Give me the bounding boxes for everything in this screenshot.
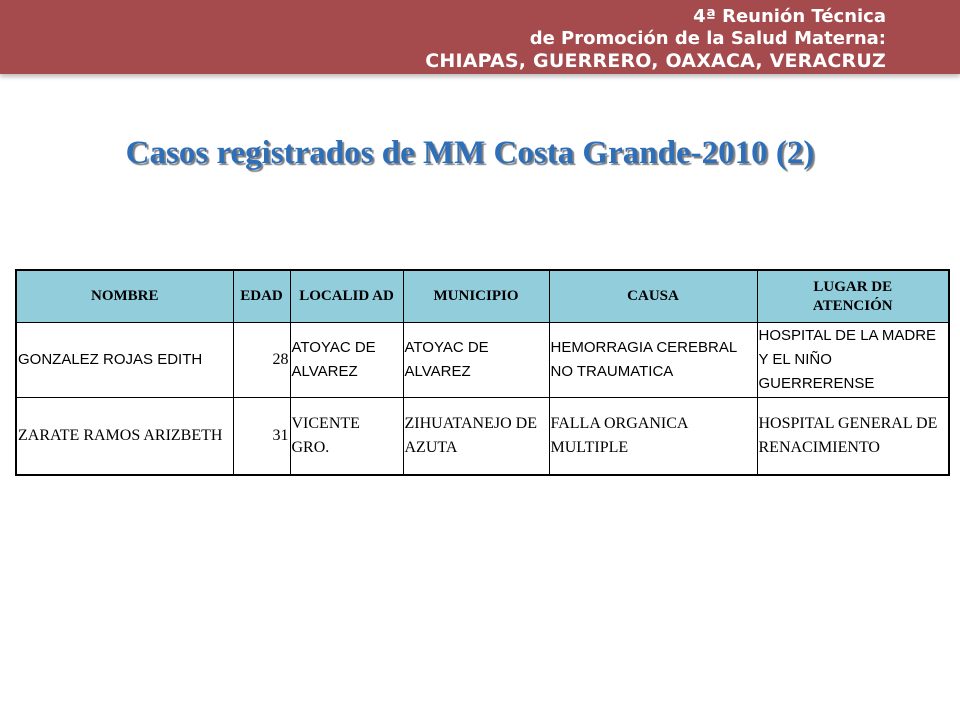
table-row xyxy=(16,323,949,398)
cell-edad: 28 xyxy=(233,323,290,398)
cell-municipio: ATOYAC DE ALVAREZ xyxy=(403,323,549,398)
header-nombre: NOMBRE xyxy=(16,270,233,323)
header-causa: CAUSA xyxy=(549,270,757,323)
table-header-row xyxy=(16,270,949,323)
cell-nombre: ZARATE RAMOS ARIZBETH xyxy=(16,398,233,476)
cell-municipio: ZIHUATANEJO DE AZUTA xyxy=(403,398,549,476)
cell-lugar: HOSPITAL DE LA MADRE Y EL NIÑO GUERRERENSE xyxy=(757,323,949,398)
header-banner xyxy=(0,0,960,74)
header-municipio: MUNICIPIO xyxy=(403,270,549,323)
cases-table xyxy=(15,269,950,476)
cell-causa: FALLA ORGANICA MULTIPLE xyxy=(549,398,757,476)
banner-line-1: 4ª Reunión Técnica xyxy=(693,6,886,27)
header-localidad: LOCALID AD xyxy=(290,270,403,323)
cell-localidad: VICENTE GRO. xyxy=(290,398,403,476)
table-row xyxy=(16,398,949,476)
header-edad: EDAD xyxy=(233,270,290,323)
banner-line-3: CHIAPAS, GUERRERO, OAXACA, VERACRUZ xyxy=(425,50,886,72)
banner-line-2: de Promoción de la Salud Materna: xyxy=(529,28,886,49)
cell-edad: 31 xyxy=(233,398,290,476)
cell-causa: HEMORRAGIA CEREBRAL NO TRAUMATICA xyxy=(549,323,757,398)
banner-text xyxy=(425,6,886,72)
page-title: Casos registrados de MM Costa Grande-2010 (2) xyxy=(125,135,815,171)
cell-lugar: HOSPITAL GENERAL DE RENACIMIENTO xyxy=(757,398,949,476)
cell-localidad: ATOYAC DE ALVAREZ xyxy=(290,323,403,398)
cell-nombre: GONZALEZ ROJAS EDITH xyxy=(16,323,233,398)
header-lugar: LUGAR DE ATENCIÓN xyxy=(757,270,949,323)
